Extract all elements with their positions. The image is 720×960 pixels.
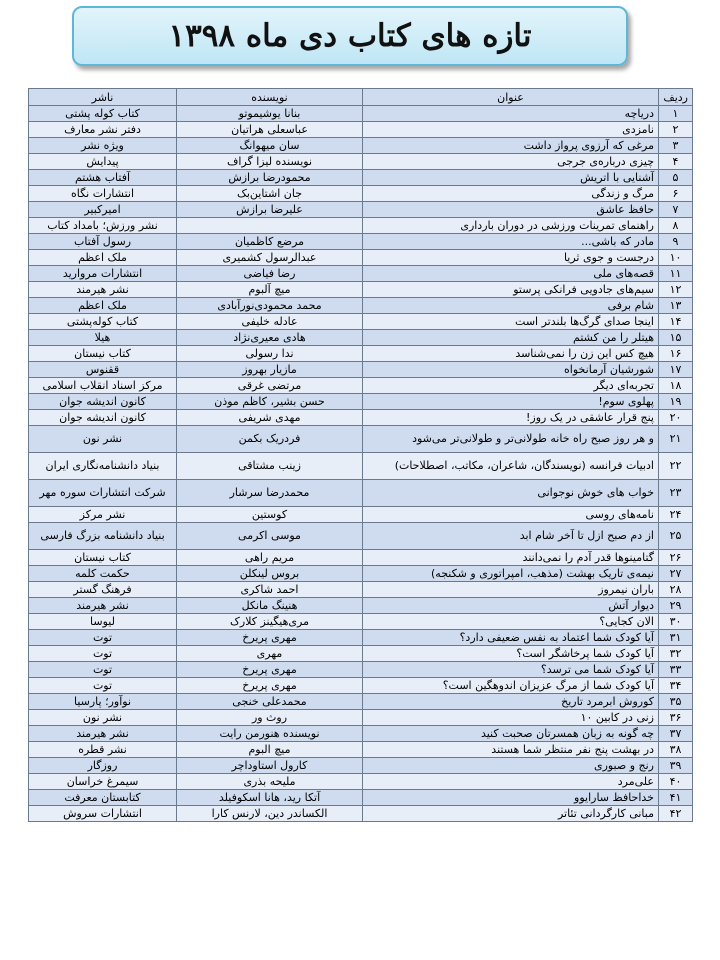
author-cell: بنانا یوشیموتو [177, 106, 363, 122]
author-cell: مهری پریرخ [177, 662, 363, 678]
author-cell: عبدالرسول کشمیری [177, 250, 363, 266]
table-row [29, 234, 693, 250]
author-cell: مرتضی غرقی [177, 378, 363, 394]
row-number-cell: ۴۰ [659, 774, 693, 790]
author-cell: مرضع کاظمیان [177, 234, 363, 250]
publisher-cell: نوآور؛ پارسیا [29, 694, 177, 710]
title-cell: از دم صبح ازل تا آخر شام ابد [363, 523, 659, 550]
author-cell: ملیحه بذری [177, 774, 363, 790]
row-number-cell: ۳۸ [659, 742, 693, 758]
title-cell: گتامینوها قدر آدم را نمی‌دانند [363, 550, 659, 566]
author-cell: بروس لینکلن [177, 566, 363, 582]
title-cell: هیچ کس این زن را نمی‌شناسد [363, 346, 659, 362]
title-cell: تجربه‌ای دیگر [363, 378, 659, 394]
table-row [29, 790, 693, 806]
author-cell: حسن بشیر، کاظم موذن [177, 394, 363, 410]
row-number-cell: ۳۵ [659, 694, 693, 710]
title-cell: پنج قرار عاشقی در یک روز! [363, 410, 659, 426]
title-cell: در بهشت پنج نفر منتظر شما هستند [363, 742, 659, 758]
author-cell: میچ البوم [177, 742, 363, 758]
title-cell: رنج و صبوری [363, 758, 659, 774]
author-cell: الکساندر دین، لارنس کارا [177, 806, 363, 822]
row-number-cell: ۱۷ [659, 362, 693, 378]
table-row [29, 598, 693, 614]
author-cell: مری‌هیگینز کلارک [177, 614, 363, 630]
author-cell: جان اشتاین‌بک [177, 186, 363, 202]
publisher-cell: روزگار [29, 758, 177, 774]
author-cell: احمد شاکری [177, 582, 363, 598]
author-cell: کارول استاوداچر [177, 758, 363, 774]
header-author: نویسنده [177, 89, 363, 106]
table-row [29, 582, 693, 598]
title-cell: الان کجایی؟ [363, 614, 659, 630]
author-cell: میچ آلبوم [177, 282, 363, 298]
author-cell: مهری پریرخ [177, 678, 363, 694]
row-number-cell: ۹ [659, 234, 693, 250]
author-cell: آتکا رید، هانا اسکوفیلد [177, 790, 363, 806]
row-number-cell: ۱۸ [659, 378, 693, 394]
publisher-cell: نشر ورزش؛ بامداد کتاب [29, 218, 177, 234]
row-number-cell: ۸ [659, 218, 693, 234]
table-row [29, 550, 693, 566]
row-number-cell: ۳۲ [659, 646, 693, 662]
title-cell: هیتلر را من کشتم [363, 330, 659, 346]
publisher-cell: کانون اندیشه جوان [29, 410, 177, 426]
row-number-cell: ۲۸ [659, 582, 693, 598]
table-row [29, 726, 693, 742]
table-row [29, 507, 693, 523]
table-row [29, 378, 693, 394]
page-title: تازه های کتاب دی ماه ۱۳۹۸ [168, 18, 532, 54]
table-row [29, 282, 693, 298]
publisher-cell: بنیاد دانشنامه بزرگ فارسی [29, 523, 177, 550]
title-cell: آیا کودک شما پرخاشگر است؟ [363, 646, 659, 662]
publisher-cell: کتاب کوله‌پشتی [29, 314, 177, 330]
author-cell: هادی معیری‌نژاد [177, 330, 363, 346]
title-cell: خداحافظ سارایوو [363, 790, 659, 806]
publisher-cell: ویژه نشر [29, 138, 177, 154]
row-number-cell: ۷ [659, 202, 693, 218]
publisher-cell: حکمت کلمه [29, 566, 177, 582]
row-number-cell: ۱۵ [659, 330, 693, 346]
table-row [29, 394, 693, 410]
header-row-number: ردیف [659, 89, 693, 106]
publisher-cell: هیلا [29, 330, 177, 346]
publisher-cell: نشر مرکز [29, 507, 177, 523]
row-number-cell: ۴ [659, 154, 693, 170]
row-number-cell: ۲۰ [659, 410, 693, 426]
author-cell: روث ور [177, 710, 363, 726]
publisher-cell: کتاب نیستان [29, 550, 177, 566]
table-row [29, 646, 693, 662]
publisher-cell: فرهنگ گستر [29, 582, 177, 598]
row-number-cell: ۱۹ [659, 394, 693, 410]
publisher-cell: نشر نون [29, 710, 177, 726]
row-number-cell: ۲۵ [659, 523, 693, 550]
author-cell: مریم راهی [177, 550, 363, 566]
publisher-cell: انتشارات سروش [29, 806, 177, 822]
table-row [29, 186, 693, 202]
title-cell: ادبیات فرانسه (نویسندگان، شاعران، مکاتب، اصطلاحات) [363, 453, 659, 480]
title-cell: آیا کودک شما از مرگ عزیزان اندوهگین است؟ [363, 678, 659, 694]
publisher-cell: سیمرغ خراسان [29, 774, 177, 790]
author-cell: نویسنده لیزا گراف [177, 154, 363, 170]
title-cell: مرغی که آرزوی پرواز داشت [363, 138, 659, 154]
table-row [29, 410, 693, 426]
publisher-cell: ملک اعظم [29, 250, 177, 266]
table-row [29, 314, 693, 330]
publisher-cell: امیرکبیر [29, 202, 177, 218]
title-cell: چیزی درباره‌ی جرجی [363, 154, 659, 170]
title-cell: خواب های خوش نوجوانی [363, 480, 659, 507]
table-row [29, 362, 693, 378]
row-number-cell: ۱۲ [659, 282, 693, 298]
row-number-cell: ۳۳ [659, 662, 693, 678]
title-cell: سیم‌های جادویی فرانکی پرستو [363, 282, 659, 298]
title-cell: شورشیان آرمانخواه [363, 362, 659, 378]
row-number-cell: ۲۱ [659, 426, 693, 453]
row-number-cell: ۴۲ [659, 806, 693, 822]
table-row [29, 774, 693, 790]
table-row [29, 694, 693, 710]
title-cell: کوروش ابرمرد تاریخ [363, 694, 659, 710]
row-number-cell: ۲۹ [659, 598, 693, 614]
publisher-cell: ققنوس [29, 362, 177, 378]
title-cell: علی‌مرد [363, 774, 659, 790]
title-cell: پهلوی سوم! [363, 394, 659, 410]
row-number-cell: ۶ [659, 186, 693, 202]
table-row [29, 346, 693, 362]
publisher-cell: انتشارات مروارید [29, 266, 177, 282]
author-cell: محمدرضا سرشار [177, 480, 363, 507]
title-banner [72, 6, 628, 66]
publisher-cell: نشر قطره [29, 742, 177, 758]
author-cell [177, 218, 363, 234]
table-row [29, 630, 693, 646]
publisher-cell: رسول آفتاب [29, 234, 177, 250]
title-cell: مبانی کارگردانی تئاتر [363, 806, 659, 822]
row-number-cell: ۱۴ [659, 314, 693, 330]
author-cell: عباسعلی هراتیان [177, 122, 363, 138]
author-cell: رضا فیاضی [177, 266, 363, 282]
title-cell: باران نیمروز [363, 582, 659, 598]
row-number-cell: ۲۴ [659, 507, 693, 523]
row-number-cell: ۳۶ [659, 710, 693, 726]
publisher-cell: لیوسا [29, 614, 177, 630]
author-cell: محمودرضا برازش [177, 170, 363, 186]
author-cell: علیرضا برازش [177, 202, 363, 218]
title-cell: و هر روز صبح راه خانه طولانی‌تر و طولانی‌تر می‌شود [363, 426, 659, 453]
table-row [29, 330, 693, 346]
publisher-cell: دفتر نشر معارف [29, 122, 177, 138]
row-number-cell: ۱۳ [659, 298, 693, 314]
author-cell: مهدی شریفی [177, 410, 363, 426]
row-number-cell: ۱۶ [659, 346, 693, 362]
header-title: عنوان [363, 89, 659, 106]
row-number-cell: ۳۹ [659, 758, 693, 774]
author-cell: موسی اکرمی [177, 523, 363, 550]
publisher-cell: توت [29, 630, 177, 646]
row-number-cell: ۲۶ [659, 550, 693, 566]
title-cell: نامه‌های روسی [363, 507, 659, 523]
author-cell: مازیار بهروز [177, 362, 363, 378]
table-row [29, 426, 693, 453]
author-cell: زینب مشتاقی [177, 453, 363, 480]
table-row [29, 566, 693, 582]
table-row [29, 154, 693, 170]
table-row [29, 678, 693, 694]
author-cell: نویسنده هنورمن رایت [177, 726, 363, 742]
table-row [29, 710, 693, 726]
title-cell: آشنایی با اتریش [363, 170, 659, 186]
author-cell: محمدعلی خنجی [177, 694, 363, 710]
table-row [29, 453, 693, 480]
author-cell: مهری [177, 646, 363, 662]
publisher-cell: پیدایش [29, 154, 177, 170]
publisher-cell: کتاب کوله پشتی [29, 106, 177, 122]
table-row [29, 218, 693, 234]
publisher-cell: نشر هیرمند [29, 726, 177, 742]
publisher-cell: نشر هیرمند [29, 282, 177, 298]
publisher-cell: توت [29, 646, 177, 662]
title-cell: شام برفی [363, 298, 659, 314]
header-publisher: ناشر [29, 89, 177, 106]
publisher-cell: توت [29, 678, 177, 694]
author-cell: عادله خلیفی [177, 314, 363, 330]
row-number-cell: ۳۴ [659, 678, 693, 694]
title-cell: اینجا صدای گرگ‌ها بلندتر است [363, 314, 659, 330]
publisher-cell: ملک اعظم [29, 298, 177, 314]
title-cell: دریاچه [363, 106, 659, 122]
publisher-cell: توت [29, 662, 177, 678]
table-row [29, 758, 693, 774]
title-cell: آیا کودک شما اعتماد به نفس ضعیفی دارد؟ [363, 630, 659, 646]
author-cell: هنینگ مانکل [177, 598, 363, 614]
title-cell: مرگ و زندگی [363, 186, 659, 202]
author-cell: محمد محمودی‌نورآبادی [177, 298, 363, 314]
table-row [29, 170, 693, 186]
table-row [29, 806, 693, 822]
publisher-cell: بنیاد دانشنامه‌نگاری ایران [29, 453, 177, 480]
row-number-cell: ۳۷ [659, 726, 693, 742]
title-cell: آیا کودک شما می ترسد؟ [363, 662, 659, 678]
row-number-cell: ۳ [659, 138, 693, 154]
row-number-cell: ۱۰ [659, 250, 693, 266]
row-number-cell: ۴۱ [659, 790, 693, 806]
row-number-cell: ۲۲ [659, 453, 693, 480]
table-row [29, 122, 693, 138]
table-row [29, 202, 693, 218]
publisher-cell: کتابستان معرفت [29, 790, 177, 806]
row-number-cell: ۲۳ [659, 480, 693, 507]
publisher-cell: انتشارات نگاه [29, 186, 177, 202]
title-cell: قصه‌های ملی [363, 266, 659, 282]
title-cell: نیمه‌ی تاریک بهشت (مذهب، امپراتوری و شکنجه) [363, 566, 659, 582]
table-row [29, 138, 693, 154]
row-number-cell: ۵ [659, 170, 693, 186]
row-number-cell: ۳۰ [659, 614, 693, 630]
table-row [29, 523, 693, 550]
table-row [29, 298, 693, 314]
publisher-cell: نشر نون [29, 426, 177, 453]
row-number-cell: ۳۱ [659, 630, 693, 646]
row-number-cell: ۲ [659, 122, 693, 138]
table-header-row [29, 89, 693, 106]
publisher-cell: کتاب نیستان [29, 346, 177, 362]
table-row [29, 106, 693, 122]
author-cell: ندا رسولی [177, 346, 363, 362]
table-row [29, 662, 693, 678]
title-cell: حافظ عاشق [363, 202, 659, 218]
title-cell: دیوار آتش [363, 598, 659, 614]
publisher-cell: نشر هیرمند [29, 598, 177, 614]
table-row [29, 742, 693, 758]
title-cell: چه گونه به زبان همسرتان صحبت کنید [363, 726, 659, 742]
title-cell: راهنمای تمرینات ورزشی در دوران بارداری [363, 218, 659, 234]
row-number-cell: ۱ [659, 106, 693, 122]
books-table [28, 88, 693, 822]
title-cell: زنی در کابین ۱۰ [363, 710, 659, 726]
publisher-cell: آفتاب هشتم [29, 170, 177, 186]
publisher-cell: مرکز اسناد انقلاب اسلامی [29, 378, 177, 394]
table-row [29, 266, 693, 282]
author-cell: فردریک بکمن [177, 426, 363, 453]
author-cell: مهری پریرخ [177, 630, 363, 646]
title-cell: درجست و جوی ثریا [363, 250, 659, 266]
table-row [29, 250, 693, 266]
title-cell: مادر که باشی... [363, 234, 659, 250]
author-cell: کوستین [177, 507, 363, 523]
author-cell: سان میهوانگ [177, 138, 363, 154]
title-cell: نامزدی [363, 122, 659, 138]
publisher-cell: شرکت انتشارات سوره مهر [29, 480, 177, 507]
table-row [29, 614, 693, 630]
table-row [29, 480, 693, 507]
row-number-cell: ۱۱ [659, 266, 693, 282]
row-number-cell: ۲۷ [659, 566, 693, 582]
publisher-cell: کانون اندیشه جوان [29, 394, 177, 410]
